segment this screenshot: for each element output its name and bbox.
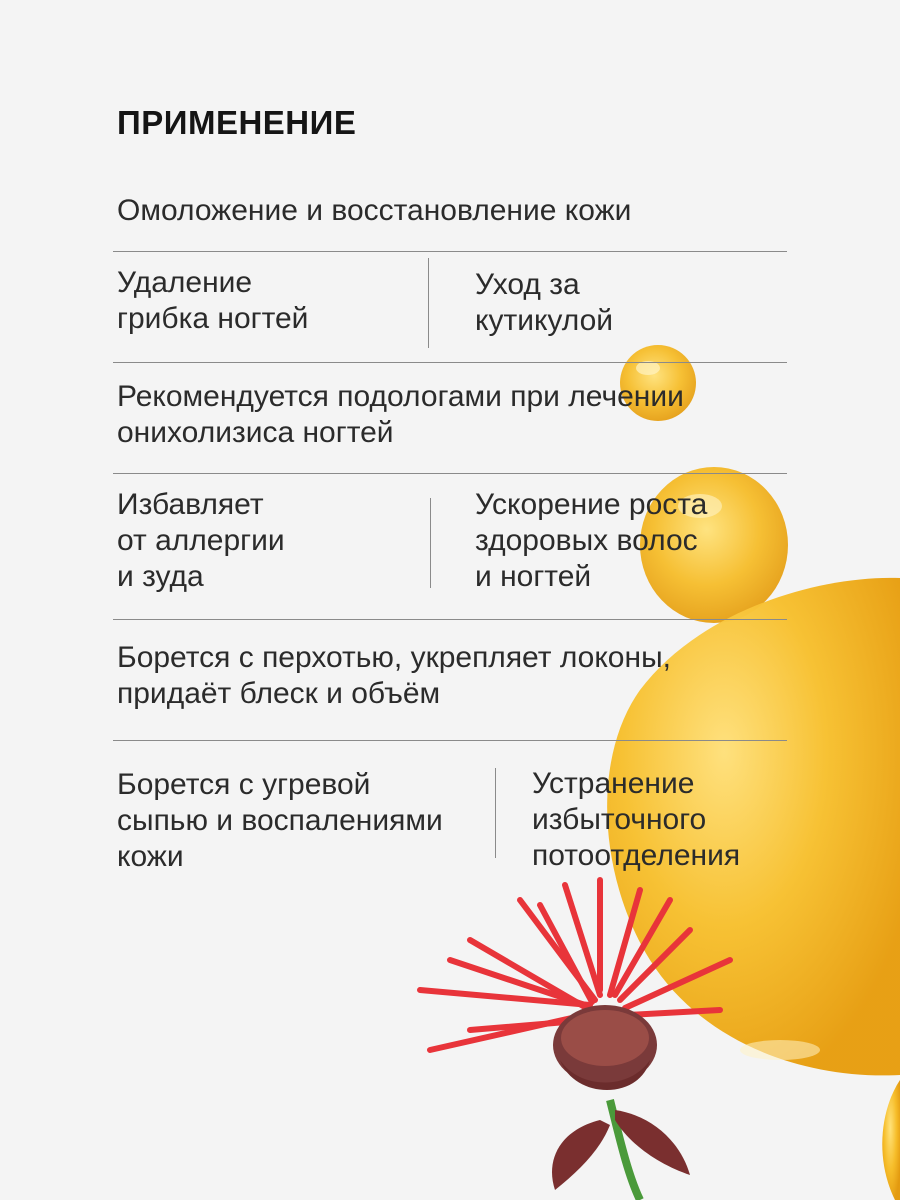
divider	[113, 362, 787, 363]
benefit-nail-fungus: Удаление грибка ногтей	[117, 266, 309, 335]
benefit-sweating: Устранение избыточного потоотделения	[532, 767, 741, 872]
column-divider	[430, 498, 431, 588]
benefit-dandruff: Борется с перхотью, укрепляет локоны, придаёт блеск и объём	[117, 641, 671, 710]
divider	[113, 619, 787, 620]
divider	[113, 473, 787, 474]
page-title: ПРИМЕНЕНИЕ	[117, 104, 357, 141]
benefit-cuticle-care: Уход за кутикулой	[475, 268, 614, 337]
benefit-rejuvenation: Омоложение и восстановление кожи	[117, 194, 632, 227]
benefit-allergy-relief: Избавляет от аллергии и зуда	[117, 488, 285, 593]
benefit-hair-nail-growth: Ускорение роста здоровых волос и ногтей	[475, 488, 708, 593]
divider	[113, 740, 787, 741]
benefit-acne: Борется с угревой сыпью и воспалениями кожи	[117, 768, 443, 873]
divider	[113, 251, 787, 252]
column-divider	[495, 768, 496, 858]
benefit-podologist: Рекомендуется подологами при лечении онихолизиса ногтей	[117, 380, 684, 449]
column-divider	[428, 258, 429, 348]
